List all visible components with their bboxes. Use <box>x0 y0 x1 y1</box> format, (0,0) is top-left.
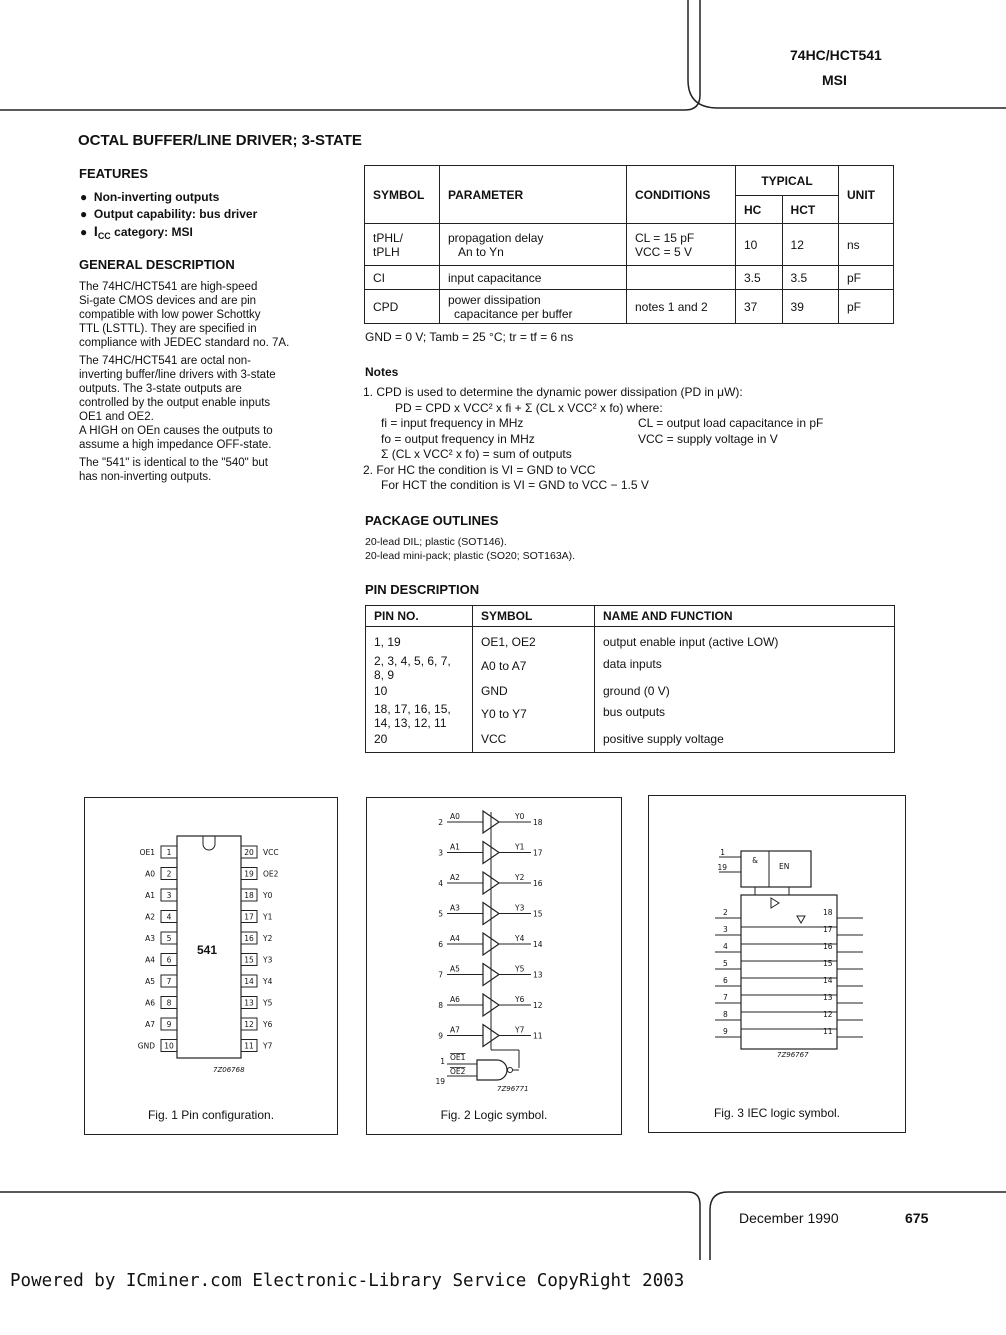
pin-label: Y1 <box>263 912 273 922</box>
pin-label: A0 <box>145 869 155 879</box>
feature-item: ● Non-inverting outputs <box>80 190 220 204</box>
output-pin-number: 17 <box>533 848 543 858</box>
oe2-pin-number: 19 <box>435 1077 445 1086</box>
output-pin-number: 18 <box>533 818 543 827</box>
col-hc: HC <box>736 196 783 224</box>
figure-caption: Fig. 3 IEC logic symbol. <box>713 1106 841 1120</box>
figure-pin-configuration <box>84 797 338 1135</box>
pin-number: 3 <box>166 891 172 900</box>
input-pin-number: 7 <box>723 993 728 1002</box>
table-row: 1, 19 OE1, OE2 output enable input (active LOW) <box>366 627 895 653</box>
figure-logic-symbol <box>366 797 622 1135</box>
output-label: Y1 <box>515 842 525 852</box>
output-pin-number: 14 <box>823 976 833 985</box>
input-pin-number: 5 <box>723 959 728 968</box>
pin-number: 8 <box>166 998 172 1008</box>
input-pin-number: 9 <box>723 1027 728 1036</box>
enable-symbol: EN <box>779 862 790 871</box>
input-pin-number: 4 <box>438 879 443 888</box>
pin-label: Y4 <box>263 977 273 986</box>
pin-description-heading: PIN DESCRIPTION <box>365 582 480 597</box>
input-label: A5 <box>450 964 460 974</box>
pin-label: A6 <box>145 998 155 1008</box>
col-conditions: CONDITIONS <box>627 166 736 224</box>
pin-label: Y3 <box>263 955 273 965</box>
pin-label: Y2 <box>263 934 273 943</box>
oe1-label: OE1 <box>450 1053 466 1062</box>
figure-caption: Fig. 1 Pin configuration. <box>147 1108 275 1122</box>
and-symbol: & <box>752 856 758 865</box>
input-label: A7 <box>450 1025 460 1035</box>
input-pin-number: 2 <box>438 818 443 827</box>
pin-number: 16 <box>244 934 254 943</box>
pin-number: 5 <box>166 934 172 943</box>
input-pin-number: 7 <box>438 970 443 980</box>
input-label: A2 <box>450 873 460 882</box>
output-label: Y6 <box>515 995 525 1004</box>
pin-label: Y0 <box>263 891 273 900</box>
col-typical: TYPICAL <box>736 166 839 196</box>
notes-heading: Notes <box>365 365 399 379</box>
input-pin-number: 6 <box>723 976 728 985</box>
col-parameter: PARAMETER <box>440 166 627 224</box>
figure-code: 7Z06768 <box>213 1066 245 1074</box>
nand-gate <box>477 1060 507 1080</box>
features-heading: FEATURES <box>79 166 149 181</box>
input-label: A3 <box>450 903 460 913</box>
input-pin-number: 5 <box>438 909 443 919</box>
input-pin-number: 3 <box>723 925 728 934</box>
input-label: A0 <box>450 812 460 821</box>
pin-label: Y5 <box>263 998 273 1008</box>
output-pin-number: 14 <box>533 940 543 949</box>
oe2-label: OE2 <box>450 1067 466 1076</box>
figure-iec-logic-symbol <box>648 795 906 1133</box>
general-description: The 74HC/HCT541 are high-speed Si-gate CMOS devices and are pin compatible with low power Schottky TTL (LSTTL). They are specified in compliance with JEDEC standard no. 7A. The 74HC/HCT541 are octal non- inverting buffer/line drivers with 3-state outputs. The 3-state outputs are controlled by the output enable inputs OE1 and OE2. A HIGH on OEn causes the outputs to assume a high impedance OFF-state. The "541" is identical to the "540" but has non-inverting outputs. <box>79 281 290 483</box>
output-pin-number: 17 <box>823 925 833 934</box>
pin-description-table: PIN NO. SYMBOL NAME AND FUNCTION 1, 19 OE1, OE2 output enable input (active LOW) 2, 3, 4, 5, 6, 7, 8, 9 A0 to A7 data inputs 10 GND ground (0 V) 18, 17, 16, 15, 14, 13, 12, 11 Y0 to Y7 bus outputs 20 VCC positive supply voltage <box>365 605 895 753</box>
table-row: 10 GND ground (0 V) <box>366 683 895 701</box>
output-block <box>741 895 837 1049</box>
figure-caption: Fig. 2 Logic symbol. <box>440 1108 548 1122</box>
pin-label: A5 <box>145 977 155 986</box>
pin-number: 10 <box>164 1041 174 1051</box>
output-label: Y3 <box>515 903 525 913</box>
pin-number: 18 <box>244 891 254 900</box>
output-pin-number: 16 <box>533 879 543 888</box>
figure-code: 7Z96767 <box>777 1051 809 1059</box>
pin-number: 1 <box>166 848 172 857</box>
oe1-pin-number: 1 <box>440 1057 445 1066</box>
pin-label: OE1 <box>139 848 155 857</box>
output-pin-number: 11 <box>533 1031 543 1041</box>
col-symbol: SYMBOL <box>365 166 440 224</box>
pin-label: GND <box>137 1041 155 1051</box>
table-row: 20 VCC positive supply voltage <box>366 731 895 753</box>
pin-number: 9 <box>166 1020 172 1029</box>
pin-label: A7 <box>145 1020 155 1029</box>
output-pin-number: 12 <box>823 1010 833 1019</box>
input-pin-number: 4 <box>723 942 728 951</box>
input-pin-number: 2 <box>723 908 728 917</box>
pin-label: A2 <box>145 912 155 922</box>
input-pin-number: 6 <box>438 940 443 949</box>
iec-logic-symbol-diagram <box>649 796 905 1132</box>
pin-number: 19 <box>244 869 254 879</box>
buffer-symbol <box>771 898 779 908</box>
output-label: Y4 <box>515 934 525 943</box>
table-row: 2, 3, 4, 5, 6, 7, 8, 9 A0 to A7 data inputs <box>366 653 895 683</box>
pin-label: A1 <box>145 891 155 900</box>
pin-configuration-diagram <box>85 798 337 1134</box>
pin-label: Y7 <box>263 1041 273 1051</box>
characteristics-table <box>364 165 894 324</box>
pin-number: 17 <box>244 912 254 922</box>
output-label: Y0 <box>515 812 525 821</box>
output-label: Y5 <box>515 964 525 974</box>
package-heading: PACKAGE OUTLINES <box>365 513 499 528</box>
pin-label: VCC <box>263 848 279 857</box>
output-pin-number: 13 <box>533 970 543 980</box>
pin-label: A4 <box>145 955 155 965</box>
features-list <box>80 189 257 245</box>
chip-label: 541 <box>197 943 218 957</box>
output-pin-number: 16 <box>823 942 833 951</box>
figure-code: 7Z96771 <box>497 1085 529 1093</box>
feature-item: ● $I_{CC}$ category: MSI <box>80 223 193 241</box>
input-pin-number: 8 <box>723 1010 728 1019</box>
table-footnote: GND = 0 V; Tamb = 25 °C; tr = tf = 6 ns <box>365 330 574 344</box>
input-label: A6 <box>450 995 460 1004</box>
output-label: Y7 <box>515 1025 525 1035</box>
input-pin-number: 8 <box>438 1001 443 1010</box>
table-row: 18, 17, 16, 15, 14, 13, 12, 11 Y0 to Y7 bus outputs <box>366 701 895 731</box>
pin-number: 20 <box>244 848 254 857</box>
output-pin-number: 12 <box>533 1001 543 1010</box>
part-number: 74HC/HCT541 <box>790 47 882 63</box>
feature-item: ● Output capability: bus driver <box>80 207 258 221</box>
output-pin-number: 18 <box>823 908 833 917</box>
output-pin-number: 11 <box>823 1027 833 1036</box>
pin-number: 6 <box>166 955 172 965</box>
pin-label: A3 <box>145 934 155 943</box>
pin-number: 11 <box>244 1041 254 1051</box>
pin-number: 12 <box>244 1020 254 1029</box>
pin-number: 7 <box>166 977 172 986</box>
table-row: CI input capacitance 3.5 3.5 pF <box>365 266 894 290</box>
ctrl-pin-number: 1 <box>720 848 725 857</box>
package-list: 20-lead DIL; plastic (SOT146). 20-lead mini-pack; plastic (SO20; SOT163A). <box>365 536 576 562</box>
pin-label: Y6 <box>263 1020 273 1029</box>
table-row: tPHL/ tPLH propagation delay An to Yn CL = 15 pF VCC = 5 V 10 12 ns <box>365 224 894 266</box>
input-pin-number: 3 <box>438 848 443 858</box>
watermark-text: Powered by ICminer.com Electronic-Library Service CopyRight 2003 <box>10 1271 685 1291</box>
notes-block: 1. CPD is used to determine the dynamic power dissipation (PD in μW): PD = CPD x VCC² x fi + Σ (CL x VCC² x fo) where: fi = input frequency in MHz CL = output load capacitance in pF fo = output frequency in MHz VCC = supply voltage in V Σ (CL x VCC² x fo) = sum of outputs 2. For HC the condition is VI = GND to VCC For HCT the condition is VI = GND to VCC − 1.5 V <box>363 385 824 492</box>
pin-number: 15 <box>244 955 254 965</box>
pin-number: 4 <box>166 912 172 922</box>
pin-label: OE2 <box>263 869 279 879</box>
output-label: Y2 <box>515 873 525 882</box>
inversion-bubble <box>508 1068 513 1073</box>
footer-date: December 1990 <box>739 1210 839 1226</box>
output-pin-number: 15 <box>533 909 543 919</box>
pin-number: 2 <box>166 869 172 879</box>
pin-number: 14 <box>244 977 254 986</box>
col-hct: HCT <box>782 196 838 224</box>
table-row: CPD power dissipation capacitance per buffer notes 1 and 2 37 39 pF <box>365 290 894 324</box>
ctrl-pin-number: 19 <box>717 863 727 872</box>
general-description-heading: GENERAL DESCRIPTION <box>79 257 235 272</box>
col-unit: UNIT <box>839 166 894 224</box>
category-label: MSI <box>822 72 847 88</box>
logic-symbol-diagram <box>367 798 621 1134</box>
output-pin-number: 13 <box>823 993 833 1002</box>
input-label: A4 <box>450 934 460 943</box>
input-label: A1 <box>450 842 460 852</box>
output-pin-number: 15 <box>823 959 833 968</box>
pin-number: 13 <box>244 998 254 1008</box>
page-title: OCTAL BUFFER/LINE DRIVER; 3-STATE <box>78 132 362 149</box>
input-pin-number: 9 <box>438 1031 443 1041</box>
page-number: 675 <box>905 1210 929 1226</box>
three-state-symbol <box>797 916 805 923</box>
